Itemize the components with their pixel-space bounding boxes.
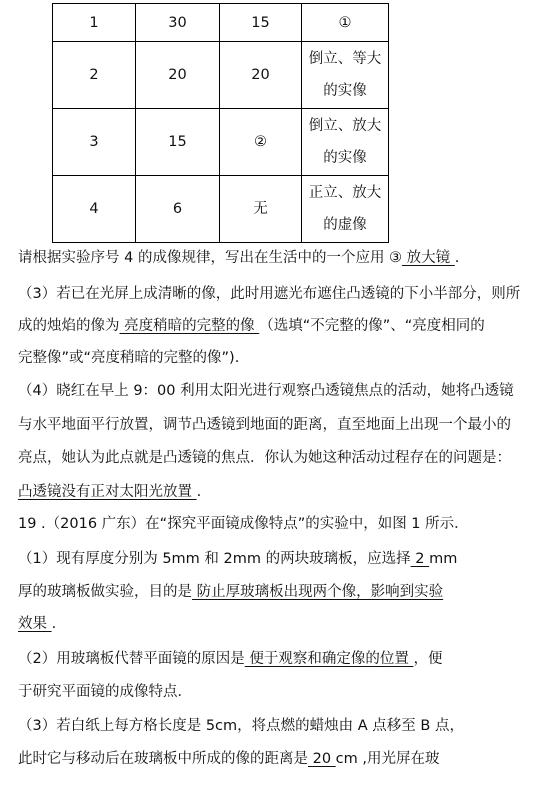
experiment-table xyxy=(52,3,389,243)
table-row xyxy=(53,42,389,109)
table-cell: 20 xyxy=(136,42,220,109)
table-cell: 无 xyxy=(220,176,302,243)
table-cell: 2 xyxy=(53,42,136,109)
cell-text-line: 正立、放大 xyxy=(308,185,382,201)
table-cell xyxy=(302,42,389,109)
table-cell: ① xyxy=(302,4,389,42)
table-cell: 30 xyxy=(136,4,220,42)
text-line: 成的烛焰的像为 亮度稍暗的完整的像 （选填“不完整的像”、“亮度相同的 xyxy=(18,318,485,334)
text-line: （1）现有厚度分别为 5mm 和 2mm 的两块玻璃板，应选择 2 mm xyxy=(18,551,458,567)
text-line: （3）若已在光屏上成清晰的像，此时用遮光布遮住凸透镜的下小半部分，则所 xyxy=(18,286,521,302)
answer-blank: 凸透镜没有正对太阳光放置 xyxy=(18,484,197,500)
cell-text-line: 倒立、等大 xyxy=(308,51,382,67)
cell-text-line: 的虚像 xyxy=(323,217,367,233)
cell-text-line: 的实像 xyxy=(323,83,367,99)
table-cell xyxy=(302,109,389,176)
answer-blank: 2 xyxy=(410,551,430,567)
text-line: 与水平地面平行放置，调节凸透镜到地面的距离，直至地面上出现一个最小的 xyxy=(18,417,511,433)
table-cell: 15 xyxy=(136,109,220,176)
table-cell: ② xyxy=(220,109,302,176)
text-line: 亮点，她认为此点就是凸透镜的焦点．你认为她这种活动过程存在的问题是： xyxy=(18,450,511,466)
text-line: 请根据实验序号 4 的成像规律，写出在生活中的一个应用 ③ 放大镜 . xyxy=(18,250,460,266)
text-line: 效果 . xyxy=(18,616,57,632)
text-line: 于研究平面镜的成像特点． xyxy=(18,684,192,700)
table-cell: 6 xyxy=(136,176,220,243)
text-line: （3）若白纸上每方格长度是 5cm，将点燃的蜡烛由 A 点移至 B 点， xyxy=(18,718,464,734)
table-cell xyxy=(302,176,389,243)
table-cell: 4 xyxy=(53,176,136,243)
table-cell: 1 xyxy=(53,4,136,42)
table-row xyxy=(53,4,389,42)
answer-blank: 效果 xyxy=(18,616,52,632)
answer-blank: 便于观察和确定像的位置 xyxy=(244,651,414,667)
text-line: 厚的玻璃板做实验，目的是 防止厚玻璃板出现两个像，影响到实验 xyxy=(18,584,444,600)
text-line: 完整像”或“亮度稍暗的完整的像”). xyxy=(18,350,240,366)
answer-blank: 亮度稍暗的完整的像 xyxy=(119,318,260,334)
text-line: 凸透镜没有正对太阳光放置 . xyxy=(18,484,202,500)
cell-text-line: 倒立、放大 xyxy=(308,118,382,134)
answer-blank: 20 xyxy=(308,751,336,767)
answer-blank: 放大镜 xyxy=(402,250,455,266)
text-line: （4）晓红在早上 9：00 利用太阳光进行观察凸透镜焦点的活动，她将凸透镜 xyxy=(18,383,514,399)
table-cell: 15 xyxy=(220,4,302,42)
table-cell: 20 xyxy=(220,42,302,109)
table-cell: 3 xyxy=(53,109,136,176)
table-row xyxy=(53,109,389,176)
text-line: 此时它与移动后在玻璃板中所成的像的距离是 20 cm ,用光屏在玻 xyxy=(18,751,440,767)
answer-blank: 防止厚玻璃板出现两个像，影响到实验 xyxy=(192,584,444,600)
cell-text-line: 的实像 xyxy=(323,150,367,166)
text-line: 19 .（2016 广东）在“探究平面镜成像特点”的实验中，如图 1 所示． xyxy=(18,516,469,532)
table-row xyxy=(53,176,389,243)
text-line: （2）用玻璃板代替平面镜的原因是 便于观察和确定像的位置 ，便 xyxy=(18,651,443,667)
